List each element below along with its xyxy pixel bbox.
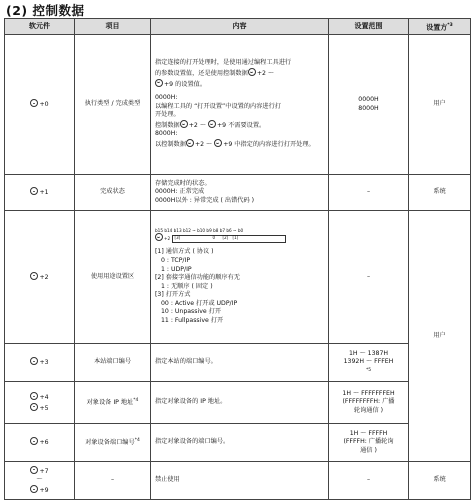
item-cell: 对象设备端口编号$^{*4}$	[75, 424, 151, 462]
range-cell: 1H ～ FFFFFFFEH (FFFFFFFFH: 广播 轮询通信 )	[329, 382, 409, 424]
section-title: (2) 控制数据	[6, 3, 85, 18]
setter-cell: 系统	[409, 175, 471, 211]
content-cell: 指定本站的端口编号。	[151, 344, 329, 382]
device-symbol-icon	[155, 233, 163, 241]
range-cell: 1H ～ FFFFH (FFFFH: 广播轮询 通信 )	[329, 424, 409, 462]
device-cell: +2	[5, 211, 75, 344]
item-cell: 执行类型 / 完成类型	[75, 35, 151, 175]
device-symbol-icon	[30, 437, 38, 445]
setter-cell: 用户	[409, 35, 471, 175]
range-cell: 1H ～ 1387H 1392H ～ FFFEH *5	[329, 344, 409, 382]
device-symbol-icon	[30, 357, 38, 365]
content-cell: b15 b14 b13 b12 ~ b10 b9 b8 b7 b6 ~ b0 +2 [3] 0 [2] [1] [1] 通信方式 ( 协议 ) 0 : TCP/IP 1 : UDP/IP [2] 套接字通信功能的顺序有无 1 : 无顺序 ( 固定 ) [3] 打开方式 00 : Active 打开或 UDP/IP 10 : Unpassive 打开 11 : Fullpassive 打开	[151, 211, 329, 344]
device-symbol-icon	[180, 120, 188, 128]
header-device: 软元件	[5, 19, 75, 35]
item-cell: 对象设备 IP 地址$^{*4}$	[75, 382, 151, 424]
device-cell: +0	[5, 35, 75, 175]
table-row	[5, 424, 471, 462]
device-symbol-icon	[186, 139, 194, 147]
item-cell: –	[75, 462, 151, 500]
item-cell: 完成状态	[75, 175, 151, 211]
control-data-table	[4, 18, 471, 500]
setter-cell: 用户	[409, 211, 471, 462]
content-cell: 存储完成时的状态。 0000H: 正常完成 0000H以外 : 异常完成 ( 出错代码 )	[151, 175, 329, 211]
table-row	[5, 462, 471, 500]
content-cell: 指定对象设备的端口编号。	[151, 424, 329, 462]
range-cell: –	[329, 462, 409, 500]
item-cell: 使用用途设置区	[75, 211, 151, 344]
range-cell: –	[329, 211, 409, 344]
range-cell: 0000H 8000H	[329, 35, 409, 175]
device-symbol-icon	[30, 272, 38, 280]
header-content: 内容	[151, 19, 329, 35]
header-row	[5, 19, 471, 35]
device-cell: +3	[5, 344, 75, 382]
device-symbol-icon	[30, 485, 38, 493]
device-cell: +6	[5, 424, 75, 462]
device-cell: +1	[5, 175, 75, 211]
table-row	[5, 175, 471, 211]
device-symbol-icon	[30, 392, 38, 400]
device-symbol-icon	[30, 187, 38, 195]
bit-header: b15 b14 b13 b12 ~ b10 b9 b8 b7 b6 ~ b0	[155, 228, 244, 234]
device-symbol-icon	[30, 99, 38, 107]
table-row	[5, 382, 471, 424]
header-range: 设置范围	[329, 19, 409, 35]
bit-layout-box: [3] 0 [2] [1]	[172, 235, 286, 243]
header-setter: 设置方$^{*3}$	[409, 19, 471, 35]
table-row	[5, 35, 471, 175]
table-row	[5, 211, 471, 344]
device-symbol-icon	[30, 403, 38, 411]
device-symbol-icon	[214, 139, 222, 147]
device-cell: +4 +5	[5, 382, 75, 424]
device-cell: +7 ～ +9	[5, 462, 75, 500]
item-cell: 本站端口编号	[75, 344, 151, 382]
table-row	[5, 344, 471, 382]
range-cell: –	[329, 175, 409, 211]
content-cell: 指定对象设备的 IP 地址。	[151, 382, 329, 424]
content-cell: 禁止使用	[151, 462, 329, 500]
device-symbol-icon	[248, 68, 256, 76]
device-symbol-icon	[155, 79, 163, 87]
device-symbol-icon	[208, 120, 216, 128]
setter-cell: 系统	[409, 462, 471, 500]
header-item: 项目	[75, 19, 151, 35]
content-cell: 指定连接的打开处理时，是使用通过编程工具进行 的参数设置值，还是使用控制数据 +2 ～ +9 的设置值。 0000H: 以编程工具的 “打开设置”中设置的内容进行打 开处理。 控制数据 +2 ～ +9 不需要设置。 8000H: 以控制数据 +2 ～ +9 中指定的内容进行打开处理。	[151, 35, 329, 175]
device-symbol-icon	[30, 466, 38, 474]
